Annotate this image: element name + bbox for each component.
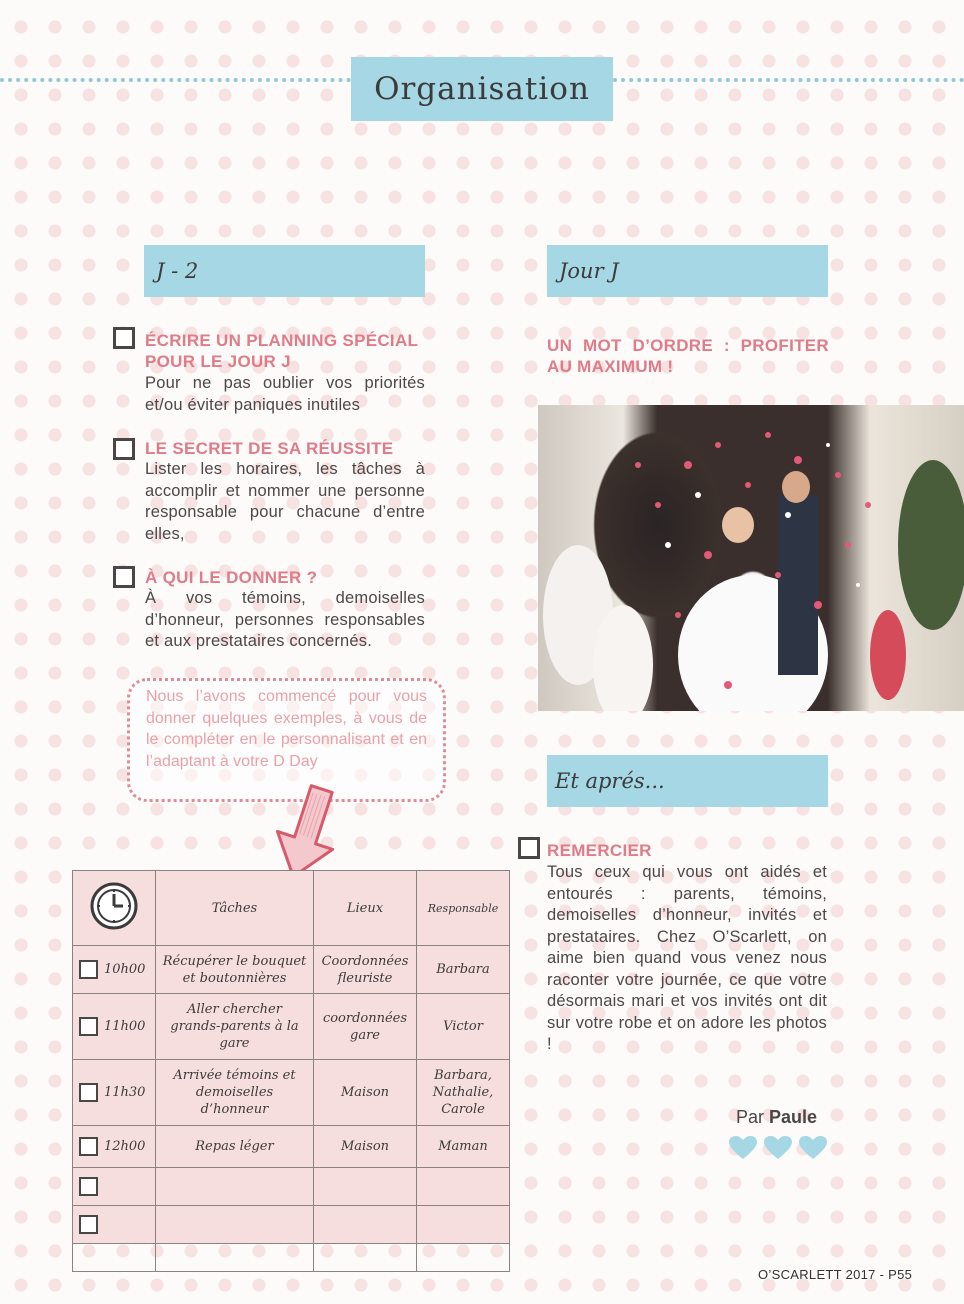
wedding-photo-art: [538, 405, 964, 711]
jour-j-subtitle: UN MOT D’ORDRE : PROFITER AU MAXIMUM !: [547, 336, 829, 376]
table-header-row: [73, 871, 510, 946]
row-time: 11h30: [104, 1085, 146, 1100]
header-dotted-line-right: [613, 78, 964, 82]
section-heading-et-apres: Et aprés...: [547, 755, 828, 807]
row-resp: Barbara, Nathalie, Carole: [417, 1060, 510, 1126]
row-task: Arrivée témoins et demoiselles d’honneur: [156, 1060, 314, 1126]
table-row-empty: [73, 1168, 510, 1206]
page-title: Organisation: [351, 57, 613, 121]
row-checkbox[interactable]: [79, 1083, 98, 1102]
row-place: Maison: [314, 1126, 417, 1168]
row-task: Repas léger: [156, 1126, 314, 1168]
table-header-lieux: Lieux: [314, 871, 417, 946]
table-header-clock: [73, 871, 156, 946]
row-place: Maison: [314, 1060, 417, 1126]
item-text-planning: Pour ne pas oublier vos priorités et/ou éviter paniques inutiles: [145, 374, 425, 414]
heart-icon: [729, 1136, 757, 1160]
wedding-photo: [538, 405, 964, 711]
section-heading-jour-j: Jour J: [547, 245, 828, 297]
item-text-donner: À vos témoins, demoiselles d’honneur, personnes responsables et aux prestataires concernés.: [145, 589, 425, 650]
row-time: 11h00: [104, 1019, 146, 1034]
row-place: coordonnées gare: [314, 994, 417, 1060]
item-title-donner: À QUI LE DONNER ?: [145, 568, 318, 587]
item-title-secret: LE SECRET DE SA RÉUSSITE: [145, 439, 394, 458]
table-row: [73, 946, 510, 994]
table-row: [73, 1060, 510, 1126]
row-task: Aller chercher grands-parents à la gare: [156, 994, 314, 1060]
row-resp: Barbara: [417, 946, 510, 994]
byline: [736, 1107, 817, 1128]
planning-table: [72, 870, 510, 1272]
table-header-responsable: Responsable: [417, 871, 510, 946]
note-box: Nous l’avons commencé pour vous donner quelques exemples, à vous de le compléter en le personnalisant et en l’adaptant à votre D Day: [127, 678, 446, 802]
heart-icon: [764, 1136, 792, 1160]
checkbox-donner[interactable]: [113, 566, 135, 588]
row-checkbox[interactable]: [79, 960, 98, 979]
row-place: Coordonnées fleuriste: [314, 946, 417, 994]
section-heading-j-2: J - 2: [144, 245, 425, 297]
byline-prefix: Par: [736, 1107, 765, 1127]
row-task: Récupérer le bouquet et boutonnières: [156, 946, 314, 994]
item-title-planning: ÉCRIRE UN PLANNING SPÉCIAL POUR LE JOUR J: [145, 331, 418, 371]
table-row: [73, 994, 510, 1060]
checkbox-secret[interactable]: [113, 438, 135, 460]
byline-author: Paule: [769, 1107, 818, 1127]
item-title-remercier: REMERCIER: [547, 841, 652, 860]
table-row: [73, 1126, 510, 1168]
header-dotted-line-left: [0, 78, 351, 82]
checkbox-planning[interactable]: [113, 327, 135, 349]
row-checkbox[interactable]: [79, 1177, 98, 1196]
row-time: 10h00: [104, 962, 146, 977]
table-row-empty: [73, 1206, 510, 1244]
item-text-remercier: Tous ceux qui vous ont aidés et entourés : parents, témoins, demoiselles d’honneur, invités et prestataires. Chez O’Scarlett, on aime bien quand vous venez nous raconter votre journée, ce que votre désormais mari et vos invités ont dit sur votre robe et on adore les photos !: [547, 863, 827, 1053]
row-checkbox[interactable]: [79, 1017, 98, 1036]
table-row-empty: [73, 1244, 510, 1272]
page-footer: O’SCARLETT 2017 - P55: [758, 1267, 913, 1282]
checkbox-remercier[interactable]: [518, 837, 540, 859]
row-resp: Maman: [417, 1126, 510, 1168]
clock-icon: [89, 881, 139, 931]
row-resp: Victor: [417, 994, 510, 1060]
heart-icon: [799, 1136, 827, 1160]
row-time: 12h00: [104, 1139, 146, 1154]
row-checkbox[interactable]: [79, 1137, 98, 1156]
item-text-secret: Lister les horaires, les tâches à accomplir et nommer une personne responsable pour chacune d’entre elles,: [145, 460, 425, 543]
row-checkbox[interactable]: [79, 1215, 98, 1234]
table-header-taches: Tâches: [156, 871, 314, 946]
